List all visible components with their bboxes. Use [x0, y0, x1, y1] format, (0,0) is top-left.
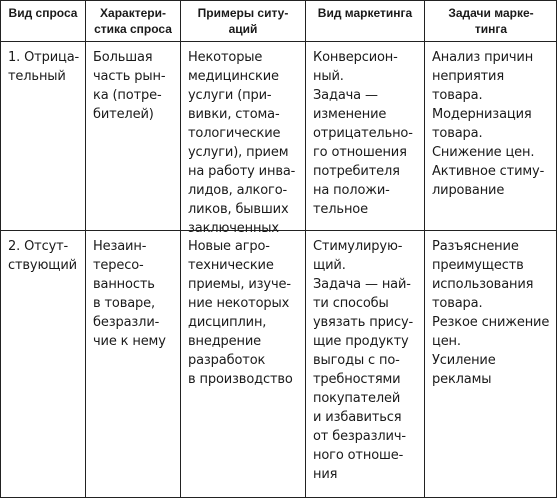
header-demand-type: Вид спроса: [8, 6, 78, 20]
table-cell: Стимулирую- щий. Задача — най- ти способы увязать прису- щие продукту выгоды с по- требностями покупателей и избавиться от безразлич- ного отноше- ния: [313, 239, 414, 482]
header-demand-characteristic: Характери- стика спроса: [94, 6, 172, 36]
header-marketing-tasks: Задачи марке- тинга: [448, 6, 534, 36]
table-cell: Анализ причин неприятия товара. Модернизация товара. Снижение цен. Активное стиму- лирование: [432, 50, 545, 198]
header-marketing-type: Вид маркетинга: [317, 6, 413, 20]
table-cell: Незаин- тересо- ванность в товаре, безразли- чие к нему: [93, 239, 166, 349]
table-cell: Конверсион- ный. Задача — изменение отрицательно- го отношения потребителя на положи- тельное: [313, 50, 413, 217]
header-examples: Примеры ситу- аций: [197, 6, 289, 36]
table-cell: Разъяснение преимуществ использования товара. Резкое снижение цен. Усиление рекламы: [432, 239, 550, 387]
table-cell: Некоторые медицинские услуги (при- вивки, стома- тологические услуги), прием на работу инва- лидов, алкого- ликов, бывших заключенных: [188, 50, 296, 236]
table-cell: Новые агро- технические приемы, изуче- ние некоторых дисциплин, внедрение разработок в производство: [188, 239, 293, 387]
table-cell: 1. Отрица- тельный: [8, 50, 80, 84]
table-cell: Большая часть рын- ка (потре- бителей): [93, 50, 166, 122]
table-cell: 2. Отсут- ствующий: [8, 239, 77, 273]
